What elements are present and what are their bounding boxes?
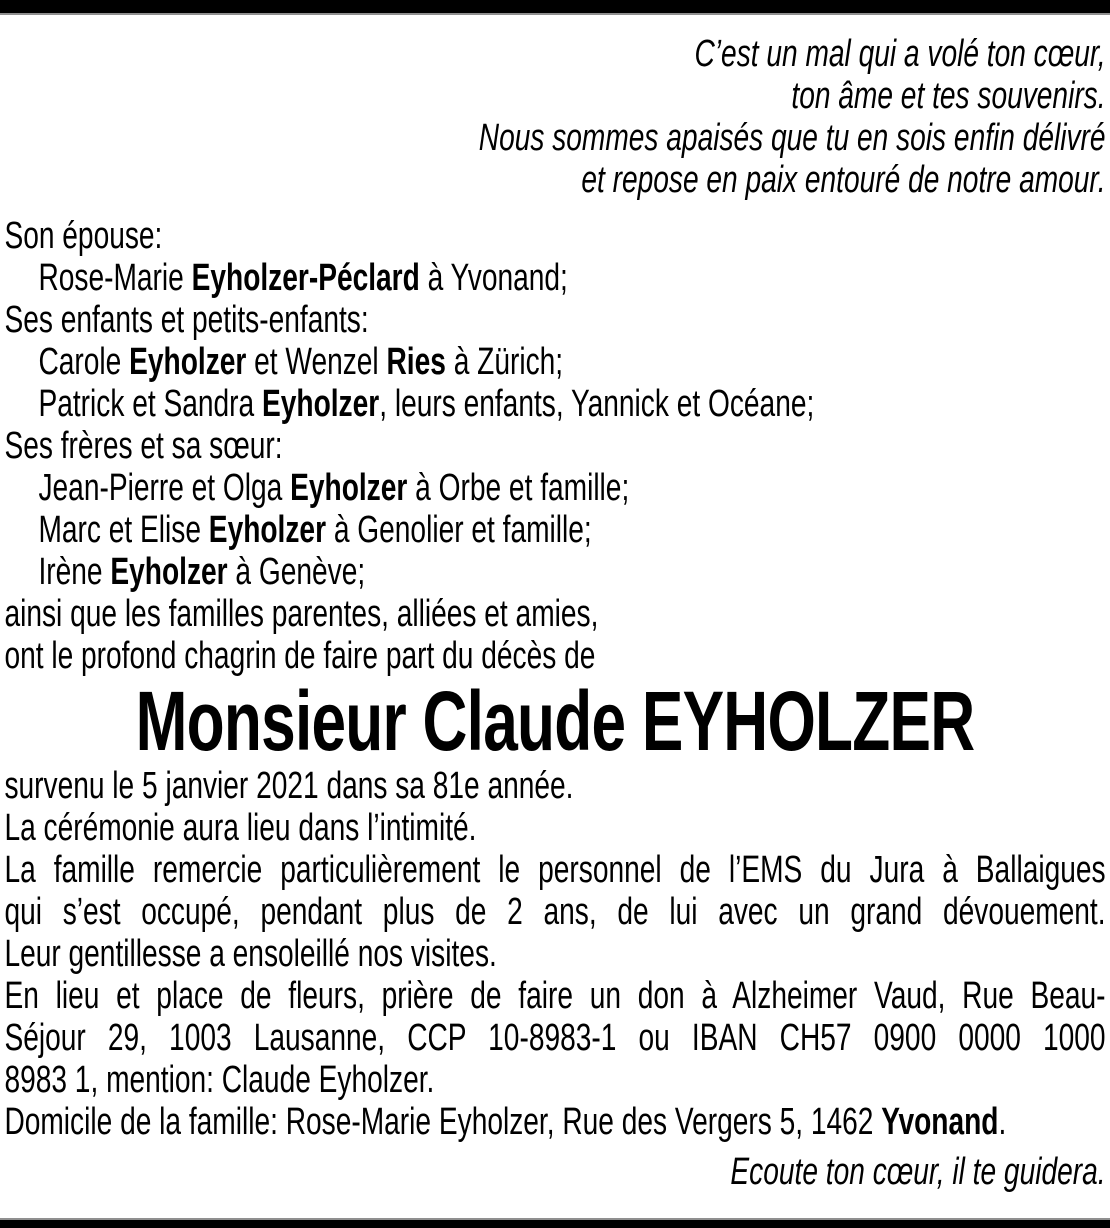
text-segment: Leur gentillesse a ensoleillé nos visites. [4,933,497,975]
epigraph-line: ton âme et tes souvenirs. [791,75,1106,117]
surname-bold: Eyholzer [110,551,228,593]
text-segment: à Genève; [227,551,366,593]
body-line [4,1017,1105,1059]
family-line [4,551,1105,593]
text-segment: , leurs enfants, Yannick et Océane; [379,383,815,425]
body-line [4,933,1105,975]
text-segment: La famille remercie particulièrement le personnel de l’EMS du Jura à Ballaigues [4,849,1106,891]
text-segment: Jean-Pierre et Olga [38,467,291,509]
text-segment: 8983 1, mention: Claude Eyholzer. [4,1059,435,1101]
text-segment: à Orbe et famille; [407,467,630,509]
body-line [4,1101,1105,1143]
body-line [4,807,1105,849]
surname-bold: Eyholzer-Péclard [191,257,420,299]
family-line [4,383,1105,425]
text-segment: Son épouse: [4,215,163,257]
text-segment: Irène [38,551,111,593]
epigraph-verse [4,33,1105,201]
text-segment: Domicile de la famille: Rose-Marie Eyholzer, Rue des Vergers 5, 1462 [4,1101,882,1143]
surname-bold: Eyholzer [290,467,408,509]
text-segment: Patrick et Sandra [38,383,262,425]
family-line [4,215,1105,257]
text-segment: Marc et Elise [38,509,209,551]
place-bold: Yvonand [881,1101,999,1143]
surname-bold: Ries [386,341,446,383]
text-segment: et Wenzel [246,341,387,383]
body-line [4,891,1105,933]
closing-text: Ecoute ton cœur, il te guidera. [730,1151,1106,1193]
notice-content [0,33,1110,1193]
body-line [4,1059,1105,1101]
family-line [4,257,1105,299]
body-line [4,975,1105,1017]
text-segment: En lieu et place de fleurs, prière de faire un don à Alzheimer Vaud, Rue Beau- [4,975,1106,1017]
announcement-body [4,765,1105,1143]
text-segment: qui s’est occupé, pendant plus de 2 ans, de lui avec un grand dévouement. [4,891,1106,933]
family-line [4,509,1105,551]
bottom-rule-bar [0,1218,1110,1228]
surname-bold: Eyholzer [261,383,380,425]
text-segment: . [998,1101,1007,1143]
text-segment: survenu le 5 janvier 2021 dans sa 81e année. [4,765,574,807]
text-segment: à Zürich; [445,341,564,383]
text-segment: à Genolier et famille; [326,509,592,551]
text-segment: Séjour 29, 1003 Lausanne, CCP 10-8983-1 ou IBAN CH57 0900 0000 1000 [4,1017,1106,1059]
family-line [4,341,1105,383]
deceased-name-title: Monsieur Claude EYHOLZER [135,674,975,768]
surname-bold: Eyholzer [129,341,247,383]
text-segment: Ses frères et sa sœur: [4,425,283,467]
family-line [4,593,1105,635]
body-line [4,765,1105,807]
text-segment: ainsi que les familles parentes, alliées et amies, [4,593,599,635]
surname-bold: Eyholzer [208,509,327,551]
epigraph-line: Nous sommes apaisés que tu en sois enfin délivré [478,117,1106,159]
top-rule-bar [0,0,1110,15]
family-line [4,299,1105,341]
text-segment: Ses enfants et petits-enfants: [4,299,369,341]
closing-motto [4,1151,1105,1193]
text-segment: ont le profond chagrin de faire part du décès de [4,635,596,677]
epigraph-line: C’est un mal qui a volé ton cœur, [694,33,1106,75]
text-segment: Rose-Marie [38,257,192,299]
family-line [4,635,1105,677]
body-line [4,849,1105,891]
epigraph-line: et repose en paix entouré de notre amour. [581,159,1106,201]
text-segment: Carole [38,341,130,383]
family-list [4,215,1105,677]
family-line [4,425,1105,467]
text-segment: La cérémonie aura lieu dans l’intimité. [4,807,477,849]
text-segment: à Yvonand; [419,257,568,299]
family-line [4,467,1105,509]
